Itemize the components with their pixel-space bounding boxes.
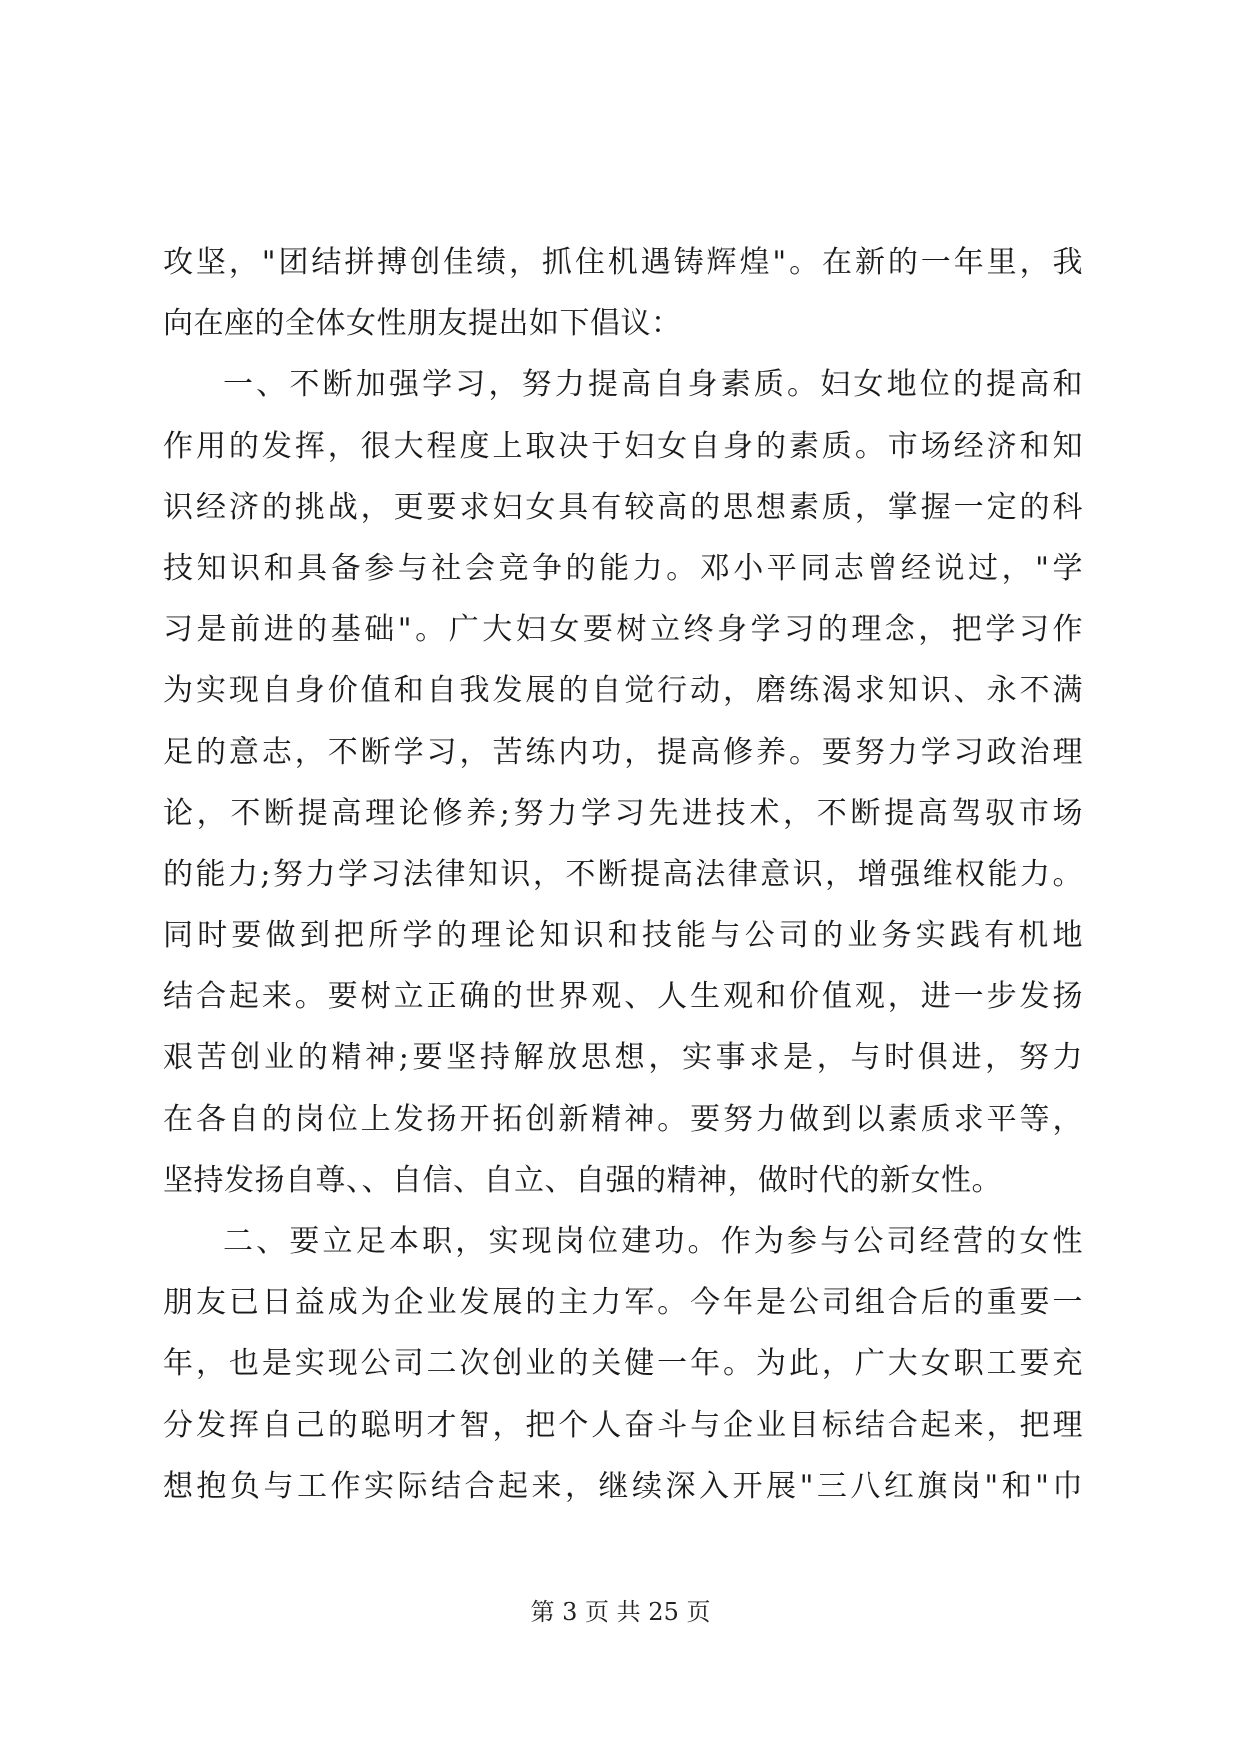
text-line: 坚持发扬自尊、、自信、自立、自强的精神，做时代的新女性。	[163, 1162, 1002, 1198]
text-line: 的能力;努力学习法律知识，不断提高法律意识，增强维权能力。	[163, 856, 1083, 892]
text-line: 分发挥自己的聪明才智，把个人奋斗与企业目标结合起来，把理	[163, 1407, 1083, 1443]
text-line: 结合起来。要树立正确的世界观、人生观和价值观，进一步发扬	[163, 979, 1083, 1015]
text-line: 年，也是实现公司二次创业的关健一年。为此，广大女职工要充	[163, 1346, 1083, 1382]
text-line: 在各自的岗位上发扬开拓创新精神。要努力做到以素质求平等，	[163, 1101, 1083, 1137]
text-line: 论，不断提高理论修养;努力学习先进技术，不断提高驾驭市场	[163, 795, 1083, 831]
text-line: 技知识和具备参与社会竞争的能力。邓小平同志曾经说过，"学	[163, 550, 1083, 586]
text-line: 朋友已日益成为企业发展的主力军。今年是公司组合后的重要一	[163, 1285, 1083, 1321]
text-line: 同时要做到把所学的理论知识和技能与公司的业务实践有机地	[163, 918, 1083, 954]
text-line: 足的意志，不断学习，苦练内功，提高修养。要努力学习政治理	[163, 734, 1083, 770]
text-line: 艰苦创业的精神;要坚持解放思想，实事求是，与时俱进，努力	[163, 1040, 1083, 1076]
text-line: 为实现自身价值和自我发展的自觉行动，磨练渴求知识、永不满	[163, 673, 1083, 709]
text-line: 二、要立足本职，实现岗位建功。作为参与公司经营的女性	[223, 1224, 1083, 1259]
text-line: 攻坚，"团结拼搏创佳绩，抓住机遇铸辉煌"。在新的一年里，我	[163, 245, 1083, 280]
page-footer: 第 3 页 共 25 页	[530, 1598, 711, 1626]
text-line: 想抱负与工作实际结合起来，继续深入开展"三八红旗岗"和"巾	[163, 1468, 1083, 1504]
text-line: 向在座的全体女性朋友提出如下倡议：	[163, 306, 682, 342]
text-line: 作用的发挥，很大程度上取决于妇女自身的素质。市场经济和知	[163, 428, 1083, 464]
text-line: 识经济的挑战，更要求妇女具有较高的思想素质，掌握一定的科	[163, 489, 1083, 525]
body-text	[163, 232, 1083, 1517]
text-line: 习是前进的基础"。广大妇女要树立终身学习的理念，把学习作	[163, 612, 1083, 648]
text-line: 一、不断加强学习，努力提高自身素质。妇女地位的提高和	[223, 367, 1083, 403]
